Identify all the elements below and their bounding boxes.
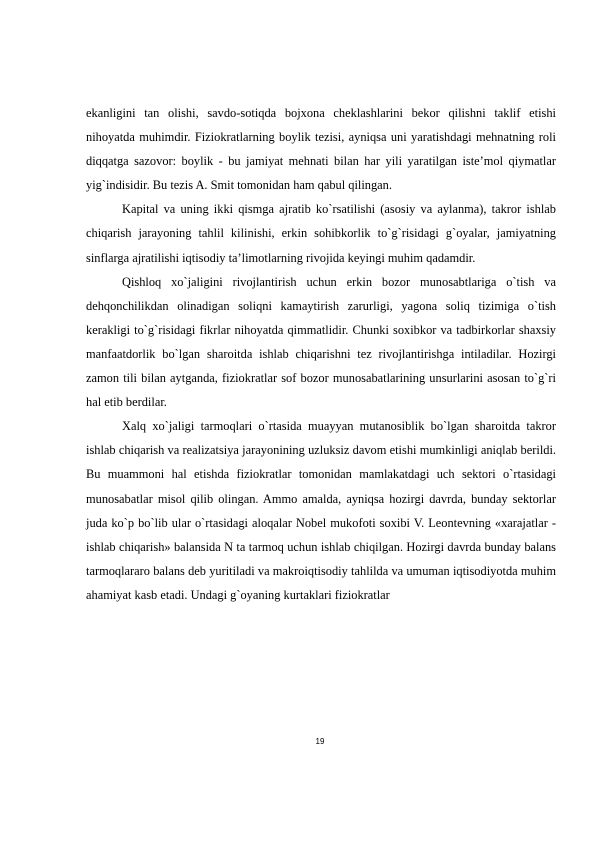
paragraph-agriculture: Qishloq xo`jaligini rivojlantirish uchun erkin bozor munosabtlariga o`tish va dehqonchilikdan olinadigan soliqni kamaytirish zarurligi, yagona soliq tizimiga o`tish kerakligi to`g`risidagi fikrlar nihoyatda qimmatlidir. Chunki soxibkor va tadbirkorlar shaxsiy manfaatdorlik bo`lgan sharoitda ishlab chiqarishni tez rivojlantirishga intiladilar. Hozirgi zamon tili bilan aytganda, fiziokratlar sof bozor munosabatlarining unsurlarini asosan to`g`ri hal etib berdilar. (86, 274, 556, 410)
paragraph-capital: Kapital va uning ikki qismga ajratib ko`rsatilishi (asosiy va aylanma), takror ishlab chiqarish jarayoning tahlil kilinishi, erkin sohibkorlik to`g`risidagi g`oyalar, jamiyatning sinflarga ajratilishi iqtisodiy ta’limotlarning rivojida keyingi muhim qadamdir. (86, 202, 556, 265)
body-text (86, 101, 556, 607)
page-number: 19 (315, 737, 325, 746)
paragraph-continuation: ekanligini tan olishi, savdo-sotiqda bojxona cheklashlarini bekor qilishni taklif etishi nihoyatda muhimdir. Fiziokratlarning boylik tezisi, ayniqsa uni yaratishdagi mehnatning roli diqqatga sazovor: boylik - bu jamiyat mehnati bilan har yili yaratilgan iste’mol qiymatlar yig`indisidir. Bu tezis A. Smit tomonidan ham qabul qilingan. (86, 106, 556, 193)
paragraph-reproduction: Xalq xo`jaligi tarmoqlari o`rtasida muayyan mutanosiblik bo`lgan sharoitda takror ishlab chiqarish va realizatsiya jarayonining uzluksiz davom etishi mumkinligi aniqlab berildi. Bu muammoni hal etishda fiziokratlar tomonidan mamlakatdagi uch sektori o`rtasidagi munosabatlar misol qilib olingan. Ammo amalda, ayniqsa hozirgi davrda, bunday sektorlar juda ko`p bo`lib ular o`rtasidagi aloqalar Nobel mukofoti soxibi V. Leontevning «xarajatlar - ishlab chiqarish» balansida N ta tarmoq uchun ishlab chiqilgan. Hozirgi davrda bunday balans tarmoqlararo balans deb yuritiladi va makroiqtisodiy tahlilda va umuman iqtisodiyotda muhim ahamiyat kasb etadi. Undagi g`oyaning kurtaklari fiziokratlar (86, 419, 556, 602)
